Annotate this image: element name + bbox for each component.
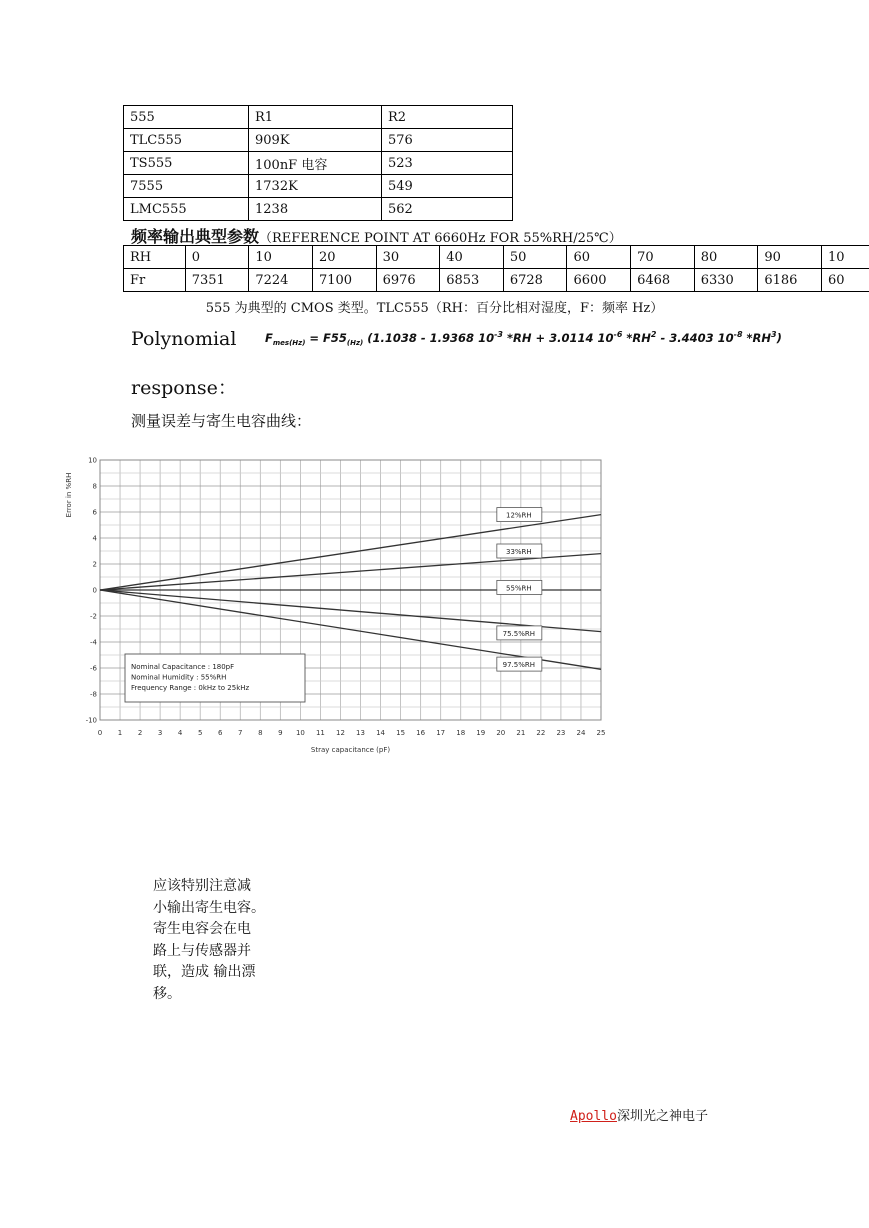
curve-title: 测量误差与寄生电容曲线： <box>131 412 312 430</box>
series-label: 55%RH <box>505 584 532 593</box>
response-label: response： <box>131 377 237 399</box>
y-tick-label: 0 <box>92 586 97 595</box>
fr-cell: 7224 <box>249 269 313 292</box>
x-tick-label: 16 <box>416 729 426 737</box>
table1-cell: LMC555 <box>124 198 249 221</box>
caption: 555 为典型的 CMOS 类型。TLC555（RH：百分比相对湿度，F：频率 Hz） <box>205 301 664 316</box>
note-text <box>153 876 278 1006</box>
rh-cell: 60 <box>567 246 631 269</box>
x-tick-label: 13 <box>356 729 365 737</box>
table1-cell: 1732K <box>249 175 382 198</box>
table1-row <box>124 106 513 129</box>
y-tick-label: -8 <box>90 690 97 699</box>
y-tick-label: -6 <box>90 664 97 673</box>
x-tick-label: 17 <box>436 729 446 737</box>
y-tick-label: 6 <box>92 508 97 517</box>
y-tick-label: 4 <box>92 534 97 543</box>
rh-cell: 80 <box>694 246 758 269</box>
heading-rest: （REFERENCE POINT AT 6660Hz FOR 55%RH/25℃） <box>259 231 622 246</box>
y-tick-label: 10 <box>88 456 97 465</box>
x-tick-label: 14 <box>376 729 386 737</box>
rh-cell: 20 <box>312 246 376 269</box>
table1-cell: TLC555 <box>124 129 249 152</box>
x-tick-label: 11 <box>315 729 325 737</box>
x-tick-label: 9 <box>278 729 283 737</box>
table1-cell: 549 <box>382 175 513 198</box>
note-line: 小输出寄生电容。 <box>153 899 265 916</box>
error-chart <box>60 445 620 765</box>
note-line: 移。 <box>153 985 181 1002</box>
info-line: Nominal Capacitance : 180pF <box>131 663 235 671</box>
heading-bold: 频率输出典型参数 <box>131 227 260 246</box>
polynomial-label: Polynomial <box>131 328 237 350</box>
fr-cell: 6468 <box>631 269 695 292</box>
rh-cell: 10 <box>249 246 313 269</box>
x-tick-label: 19 <box>476 729 486 737</box>
note-line: 路上与传感器并 <box>153 942 251 959</box>
y-tick-label: -2 <box>90 612 97 621</box>
x-tick-label: 12 <box>336 729 345 737</box>
fr-cell: 6853 <box>440 269 504 292</box>
table1-cell: 523 <box>382 152 513 175</box>
rh-cell: 30 <box>376 246 440 269</box>
fr-cell: 6330 <box>694 269 758 292</box>
frequency-heading <box>131 224 622 247</box>
table1-row <box>124 175 513 198</box>
fr-cell: 7100 <box>312 269 376 292</box>
fr-cell: 6976 <box>376 269 440 292</box>
y-tick-label: 2 <box>92 560 97 569</box>
series-label: 33%RH <box>505 548 532 556</box>
fr-label: Fr <box>124 269 186 292</box>
note-line: 寄生电容会在电 <box>153 921 251 938</box>
rh-cell: 70 <box>631 246 695 269</box>
fr-cell: 6186 <box>758 269 822 292</box>
table1-cell: 7555 <box>124 175 249 198</box>
series-label: 97.5%RH <box>502 661 536 670</box>
x-tick-label: 7 <box>238 729 243 737</box>
x-tick-label: 0 <box>97 729 103 737</box>
table1-cell: 1238 <box>249 198 382 221</box>
frequency-table <box>123 245 869 292</box>
rh-row <box>124 246 869 269</box>
table1-row <box>124 198 513 221</box>
info-line: Nominal Humidity : 55%RH <box>131 673 227 682</box>
x-axis-label: Stray capacitance (pF) <box>310 746 391 754</box>
rh-cell: 40 <box>440 246 504 269</box>
x-tick-label: 24 <box>576 729 586 737</box>
fr-row <box>124 269 869 292</box>
x-tick-label: 18 <box>456 729 466 737</box>
x-tick-label: 25 <box>596 729 606 737</box>
x-tick-label: 1 <box>117 729 123 737</box>
x-tick-label: 10 <box>295 729 305 737</box>
rh-label: RH <box>124 246 186 269</box>
table1-cell: TS555 <box>124 152 249 175</box>
y-tick-label: -10 <box>85 716 97 725</box>
y-axis-label: Error in %RH <box>65 472 73 518</box>
resistor-table <box>123 105 513 221</box>
table1-cell: R1 <box>249 106 382 129</box>
fr-cell: 7351 <box>185 269 249 292</box>
fr-cell: 60 <box>821 269 869 292</box>
brand-link[interactable]: Apollo <box>570 1109 617 1124</box>
series-label: 12%RH <box>505 511 532 520</box>
fr-cell: 6728 <box>503 269 567 292</box>
table1-cell: 909K <box>249 129 382 152</box>
x-tick-label: 4 <box>177 729 183 737</box>
x-tick-label: 15 <box>396 729 406 737</box>
table1-row <box>124 129 513 152</box>
table1-cell: 576 <box>382 129 513 152</box>
y-tick-label: 8 <box>92 482 97 491</box>
series-line <box>100 590 601 632</box>
note-line: 应该特别注意减 <box>153 878 251 894</box>
table1-cell: 100nF 电容 <box>249 152 382 175</box>
x-tick-label: 21 <box>516 729 526 737</box>
fr-cell: 6600 <box>567 269 631 292</box>
formula: $F_{mes(Hz)} = F55_{(Hz)}$ (1.1038 - 1.9368 $10^{-3}$ *RH + 3.0114 $10^{-6}$ $*RH^2 - 3.4403$ $10^{-8}$ $*RH^3$) <box>265 330 782 348</box>
x-tick-label: 8 <box>258 729 263 737</box>
x-tick-label: 2 <box>137 729 143 737</box>
rh-cell: 0 <box>185 246 249 269</box>
y-tick-label: -4 <box>90 638 97 647</box>
x-tick-label: 3 <box>157 729 163 737</box>
note-line: 联，造成 输出漂 <box>153 964 256 981</box>
rh-cell: 10 <box>821 246 869 269</box>
x-tick-label: 5 <box>197 729 203 737</box>
rh-cell: 90 <box>758 246 822 269</box>
footer <box>570 1105 708 1124</box>
company-name: 深圳光之神电子 <box>616 1109 708 1124</box>
info-line: Frequency Range : 0kHz to 25kHz <box>131 684 250 692</box>
x-tick-label: 23 <box>556 729 566 737</box>
table1-cell: R2 <box>382 106 513 129</box>
x-tick-label: 20 <box>496 729 506 737</box>
x-tick-label: 22 <box>536 729 546 737</box>
series-label: 75.5%RH <box>502 629 536 638</box>
table1-cell: 562 <box>382 198 513 221</box>
rh-cell: 50 <box>503 246 567 269</box>
table1-cell: 555 <box>124 106 249 129</box>
table1-row <box>124 152 513 175</box>
x-tick-label: 6 <box>218 729 223 737</box>
